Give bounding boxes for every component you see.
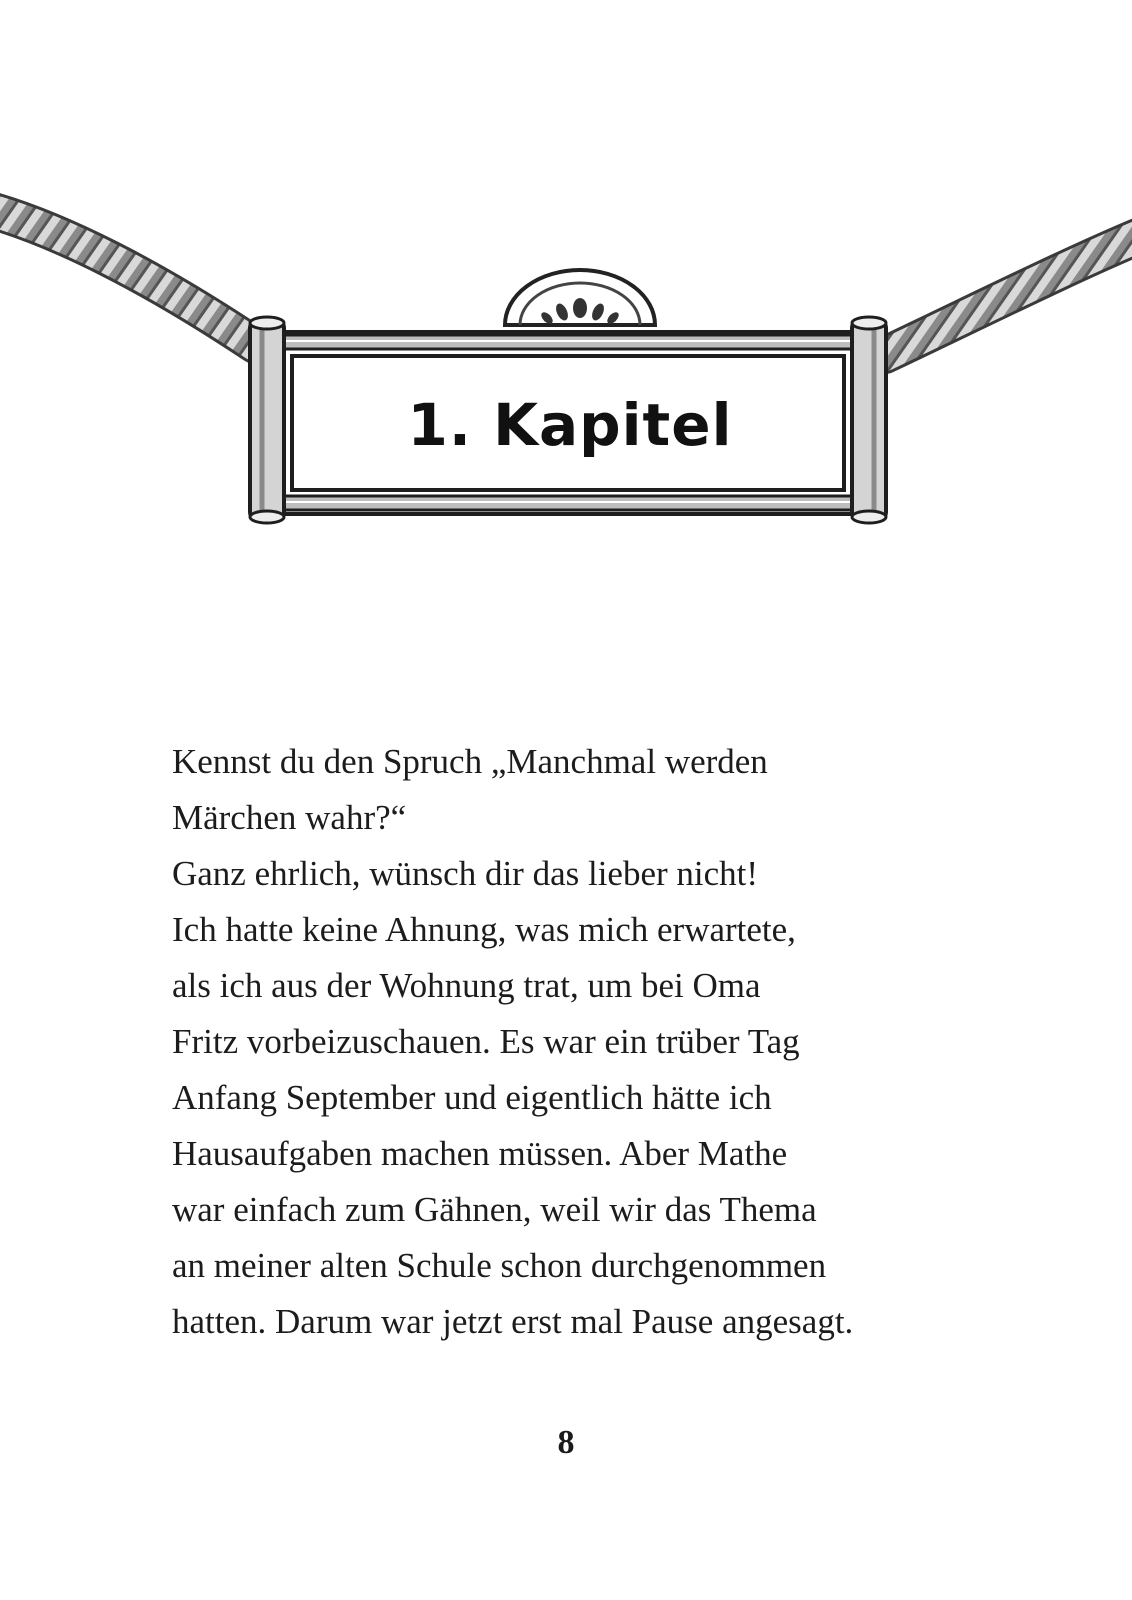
text-line: Ganz ehrlich, wünsch dir das lieber nicht! bbox=[172, 854, 759, 893]
text-line: an meiner alten Schule schon durchgenommen bbox=[172, 1246, 827, 1285]
text-line: hatten. Darum war jetzt erst mal Pause angesagt. bbox=[172, 1302, 854, 1341]
left-rope bbox=[0, 210, 255, 345]
body-text bbox=[172, 734, 992, 1350]
hanging-sign-illustration bbox=[0, 180, 1132, 540]
sign-crest-ornament bbox=[505, 270, 655, 326]
chapter-title: 1. Kapitel bbox=[407, 391, 733, 459]
text-line: Märchen wahr?“ bbox=[172, 798, 407, 837]
text-line: Ich hatte keine Ahnung, was mich erwartete, bbox=[172, 910, 796, 949]
text-line: Hausaufgaben machen müssen. Aber Mathe bbox=[172, 1134, 788, 1173]
right-rope bbox=[885, 235, 1132, 355]
text-line: war einfach zum Gähnen, weil wir das Thema bbox=[172, 1190, 817, 1229]
text-line: Kennst du den Spruch „Manchmal werden bbox=[172, 742, 768, 781]
text-line: als ich aus der Wohnung trat, um bei Oma bbox=[172, 966, 761, 1005]
page-number: 8 bbox=[557, 1424, 575, 1461]
text-line: Anfang September und eigentlich hätte ich bbox=[172, 1078, 772, 1117]
text-line: Fritz vorbeizuschauen. Es war ein trüber Tag bbox=[172, 1022, 800, 1061]
